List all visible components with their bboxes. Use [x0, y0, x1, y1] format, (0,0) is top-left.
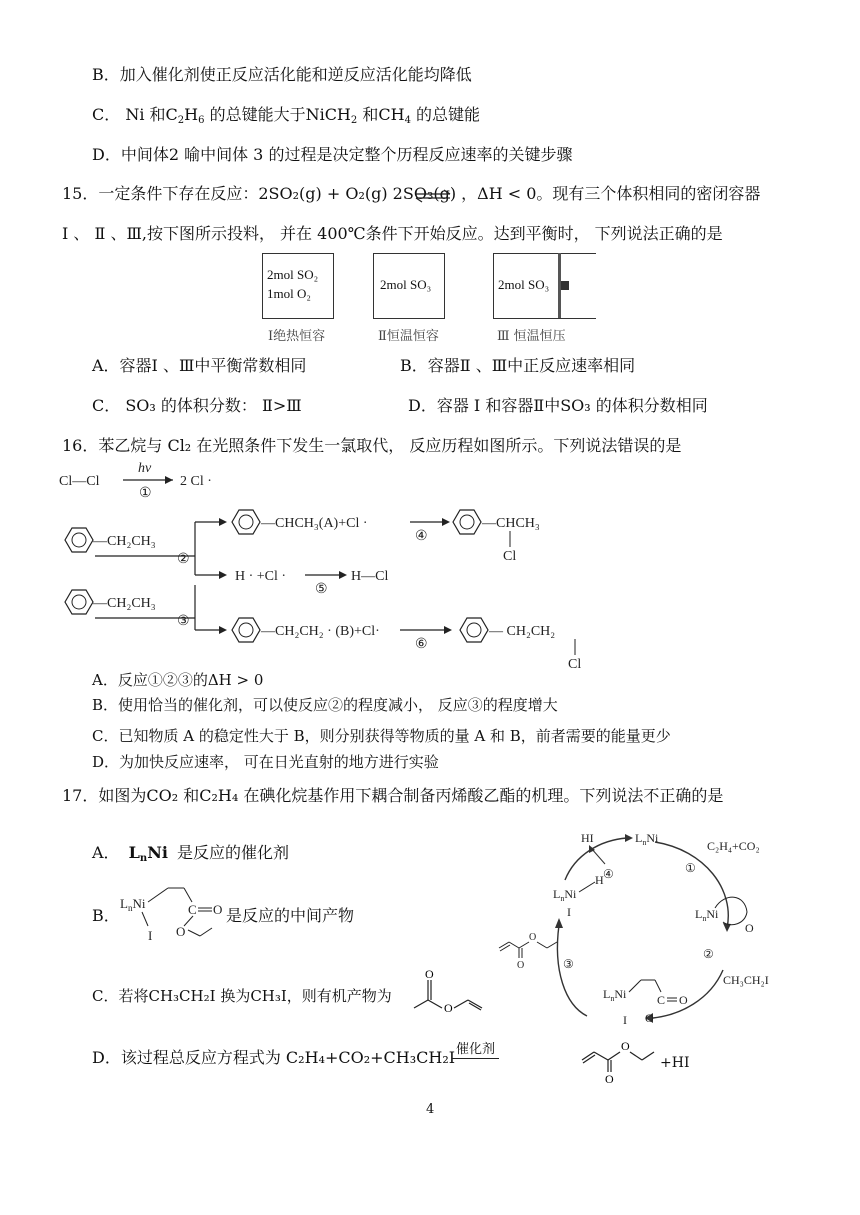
q16-reaction-scheme	[55, 460, 615, 670]
product-6-cl: Cl	[568, 657, 582, 670]
product-6: — CH₂CH₂	[489, 624, 556, 639]
page-number: 4	[426, 1102, 435, 1117]
benzene-ring-icon	[232, 618, 260, 642]
container-1-line1: 2mol SO₂	[267, 267, 319, 282]
container-3	[493, 253, 596, 319]
container-2-line1: 2mol SO₃	[380, 277, 432, 292]
container-3-caption: Ⅲ 恒温恒压	[497, 329, 566, 344]
q14-option-d: D．中间体2 喻中间体 3 的过程是决定整个历程反应速率的关键步骤	[92, 145, 573, 164]
q15-option-c: C． SO₃ 的体积分数： Ⅱ>Ⅲ	[92, 396, 302, 415]
hcl-product: H—Cl	[351, 569, 389, 584]
q16-option-a: A．反应①②③的ΔH > 0	[92, 671, 264, 689]
scheme-num-4: ④	[415, 529, 428, 544]
svg-text:C: C	[657, 993, 666, 1007]
cycle-hi: HI	[581, 831, 594, 845]
svg-text:C: C	[188, 902, 197, 917]
cycle-ch3ch2i: CH₃CH₂I	[723, 973, 769, 987]
svg-text:LnNi: $L_nNi$	[120, 896, 146, 913]
benzene-ring-icon	[453, 510, 481, 534]
q16-stem: 16．苯乙烷与 Cl₂ 在光照条件下发生一氯取代， 反应历程如图所示。下列说法错误的是	[62, 436, 682, 455]
ethylbenzene-2: —CH₂CH₃	[93, 596, 156, 611]
scheme-num-3: ③	[177, 614, 190, 629]
svg-text:O: O	[529, 932, 537, 943]
cycle-step-4: ④	[603, 867, 614, 881]
q15-option-d: D．容器 Ⅰ 和容器Ⅱ中SO₃ 的体积分数相同	[408, 396, 708, 415]
equilibrium-arrow-icon	[414, 188, 454, 204]
vinyl-acetate-structure	[410, 966, 500, 1021]
svg-text:LnNi: $L_nNi$	[695, 907, 719, 923]
nickel-intermediate-structure	[118, 880, 228, 950]
cycle-i-1: I	[567, 905, 571, 919]
scheme-r1-right: 2 Cl ·	[180, 474, 212, 489]
q16-option-d: D．为加快反应速率， 可在日光直射的地方进行实验	[92, 753, 439, 771]
catalyst-arrow: 催化剂	[452, 1042, 499, 1059]
q17-catalytic-cycle	[495, 820, 795, 1050]
benzene-ring-icon	[65, 528, 93, 552]
q17-option-b-text: 是反应的中间产物	[226, 906, 355, 925]
container-1-caption: Ⅰ绝热恒容	[268, 329, 326, 344]
scheme-r1-num: ①	[139, 486, 152, 501]
q17-option-d: D．该过程总反应方程式为 C₂H₄+CO₂+CH₃CH₂I	[92, 1048, 456, 1067]
benzene-ring-icon	[460, 618, 488, 642]
svg-text:O: O	[213, 902, 223, 917]
svg-text:O: O	[517, 960, 525, 971]
q17-option-b-label: B．	[92, 906, 120, 925]
q16-option-b: B．使用恰当的催化剂，可以使反应②的程度减小， 反应③的程度增大	[92, 696, 558, 714]
scheme-r1-condition: hv	[138, 461, 152, 476]
svg-text:O: O	[425, 967, 434, 981]
benzene-ring-icon	[65, 590, 93, 614]
benzene-ring-icon	[232, 510, 260, 534]
container-1	[262, 253, 334, 319]
svg-text:O: O	[645, 1011, 654, 1025]
ethylbenzene-1: —CH₂CH₃	[93, 534, 156, 549]
piston-handle	[561, 281, 569, 290]
q15-stem-line2: Ⅰ 、 Ⅱ 、Ⅲ,按下图所示投料， 并在 400℃条件下开始反应。达到平衡时， 下列说法正确的是	[62, 224, 723, 243]
q15-stem: 15．一定条件下存在反应：2SO₂(g) + O₂(g) 2SO₃(g) ，ΔH < 0。现有三个体积相同的密闭容器	[62, 184, 761, 203]
cycle-c2h4co2: C₂H₄+CO₂	[707, 839, 760, 853]
svg-text:LnNi: $L_nNi$	[635, 831, 659, 847]
q16-option-c: C．已知物质 A 的稳定性大于 B，则分别获得等物质的量 A 和 B，前者需要的能量更少	[92, 727, 671, 745]
svg-text:LnNi: $L_nNi$	[603, 987, 627, 1003]
scheme-num-5: ⑤	[315, 582, 328, 597]
radical-b: —CH₂CH₂ · (B)+Cl·	[261, 624, 380, 639]
container-2-caption: Ⅱ恒温恒容	[378, 329, 439, 344]
scheme-num-6: ⑥	[415, 637, 428, 652]
cycle-o: O	[745, 921, 754, 935]
svg-text:H: H	[595, 873, 604, 887]
q15-option-b: B．容器Ⅱ 、Ⅲ中正反应速率相同	[400, 356, 636, 375]
q17-option-d-hi: +HI	[660, 1055, 690, 1071]
product-4-cl: Cl	[503, 549, 517, 564]
svg-text:LnNi: $L_nNi$	[553, 887, 577, 903]
q17-option-a: A． $L_nNi$ 是反应的催化剂	[92, 843, 289, 864]
container-3-line1: 2mol SO₃	[498, 277, 550, 292]
q14-option-b: B．加入催化剂使正反应活化能和逆反应活化能均降低	[92, 65, 472, 84]
q14-option-c: C． Ni 和$C_2H_6$ 的总键能大于NiCH$_2$ 和$CH_4$ 的总键能	[92, 105, 481, 126]
container-1-line2: 1mol O₂	[267, 286, 311, 301]
cycle-step-1: ①	[685, 861, 696, 875]
container-2	[373, 253, 445, 319]
q17-option-c: C．若将CH₃CH₂I 换为CH₃I，则有机产物为	[92, 987, 392, 1005]
cycle-step-3: ③	[563, 957, 574, 971]
product-4: —CHCH₃	[482, 516, 540, 531]
cycle-o-2: O	[679, 993, 688, 1007]
scheme-num-2: ②	[177, 552, 190, 567]
q15-option-a: A．容器Ⅰ 、Ⅲ中平衡常数相同	[92, 356, 307, 375]
svg-text:O: O	[621, 1039, 630, 1053]
h-cl-radicals: H · +Cl ·	[235, 569, 287, 584]
svg-text:O: O	[444, 1001, 453, 1015]
svg-text:O: O	[176, 924, 186, 939]
q17-stem: 17．如图为CO₂ 和C₂H₄ 在碘化烷基作用下耦合制备丙烯酸乙酯的机理。下列说法不正确的是	[62, 786, 724, 805]
cycle-i-2: I	[623, 1013, 627, 1027]
cycle-step-2: ②	[703, 947, 714, 961]
svg-text:I: I	[148, 928, 153, 943]
radical-a: —CHCH₃(A)+Cl ·	[261, 516, 368, 531]
scheme-r1-left: Cl—Cl	[59, 474, 100, 489]
svg-text:O: O	[605, 1072, 614, 1085]
